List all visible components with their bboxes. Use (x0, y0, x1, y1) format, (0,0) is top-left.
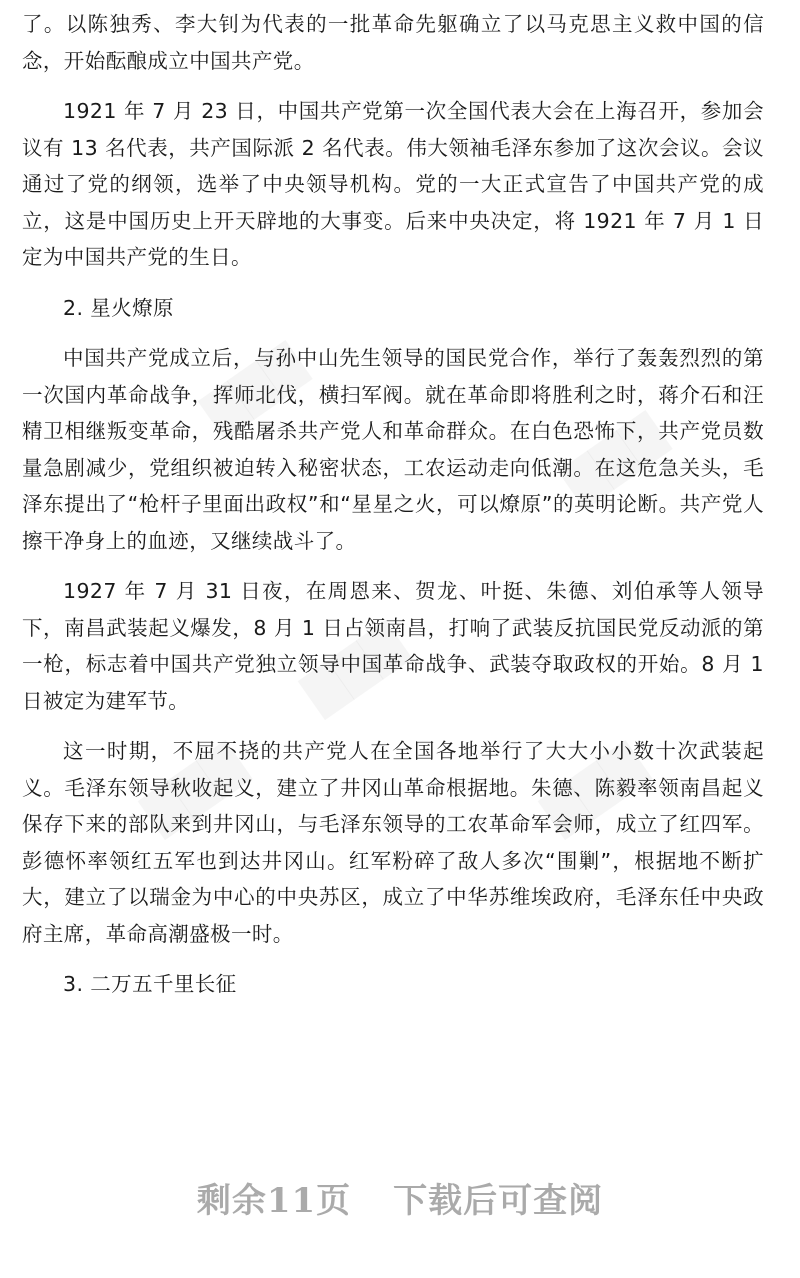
paragraph-first-congress: 1921 年 7 月 23 日，中国共产党第一次全国代表大会在上海召开，参加会议有 13 名代表，共产国际派 2 名代表。伟大领袖毛泽东参加了这次会议。会议通过了党的纲领，选举了中央领导机构。党的一大正式宣告了中国共产党的成立，这是中国历史上开天辟地的大事变。后来中央决定，将 1921 年 7 月 1 日定为中国共产党的生日。 (22, 99, 764, 269)
download-prompt[interactable] (0, 1176, 800, 1226)
watermark-graphic: ▇▇▇ (534, 734, 653, 840)
section-heading-spark: 2. 星火燎原 (63, 295, 174, 320)
document-body (22, 6, 764, 1017)
watermark-graphic: ▇▇▇ (554, 404, 673, 510)
section-heading-long-march: 3. 二万五千里长征 (63, 972, 237, 996)
paragraph-first-revolution: 中国共产党成立后，与孙中山先生领导的国民党合作，举行了轰轰烈烈的第一次国内革命战争，挥师北伐，横扫军阀。就在革命即将胜利之时，蒋介石和汪精卫相继叛变革命，残酷屠杀共产党人和革命群众。在白色恐怖下，共产党员数量急剧减少，党组织被迫转入秘密状态，工农运动走向低潮。在这危急关头，毛泽东提出了“枪杆子里面出政权”和“星星之火，可以燎原”的英明论断。共产党人擦干净身上的血迹，又继续战斗了。 (22, 346, 764, 553)
watermark-graphic: ▇▇▇ (134, 734, 253, 840)
remaining-pages-label: 剩余11页 (196, 1181, 352, 1221)
download-to-view-label: 下载后可查阅 (393, 1181, 604, 1221)
paragraph-armed-uprisings: 这一时期，不屈不挠的共产党人在全国各地举行了大大小小数十次武装起义。毛泽东领导秋收起义，建立了井冈山革命根据地。朱德、陈毅率领南昌起义保存下来的部队来到井冈山，与毛泽东领导的工农革命军会师，成立了红四军。彭德怀率领红五军也到达井冈山。红军粉碎了敌人多次“围剿”，根据地不断扩大，建立了以瑞金为中心的中央苏区，成立了中华苏维埃政府，毛泽东任中央政府主席，革命高潮盛极一时。 (22, 739, 764, 946)
paragraph-nanchang-uprising: 1927 年 7 月 31 日夜，在周恩来、贺龙、叶挺、朱德、刘伯承等人领导下，南昌武装起义爆发，8 月 1 日占领南昌，打响了武装反抗国民党反动派的第一枪，标志着中国共产党独立领导中国革命战争、武装夺取政权的开始。8 月 1 日被定为建军节。 (22, 579, 764, 713)
watermark-graphic: ▇▇▇ (294, 614, 413, 720)
watermark-graphic: ▇▇▇ (194, 334, 313, 440)
paragraph-intro-continuation: 了。以陈独秀、李大钊为代表的一批革命先躯确立了以马克思主义救中国的信念，开始酝酿成立中国共产党。 (22, 12, 764, 73)
